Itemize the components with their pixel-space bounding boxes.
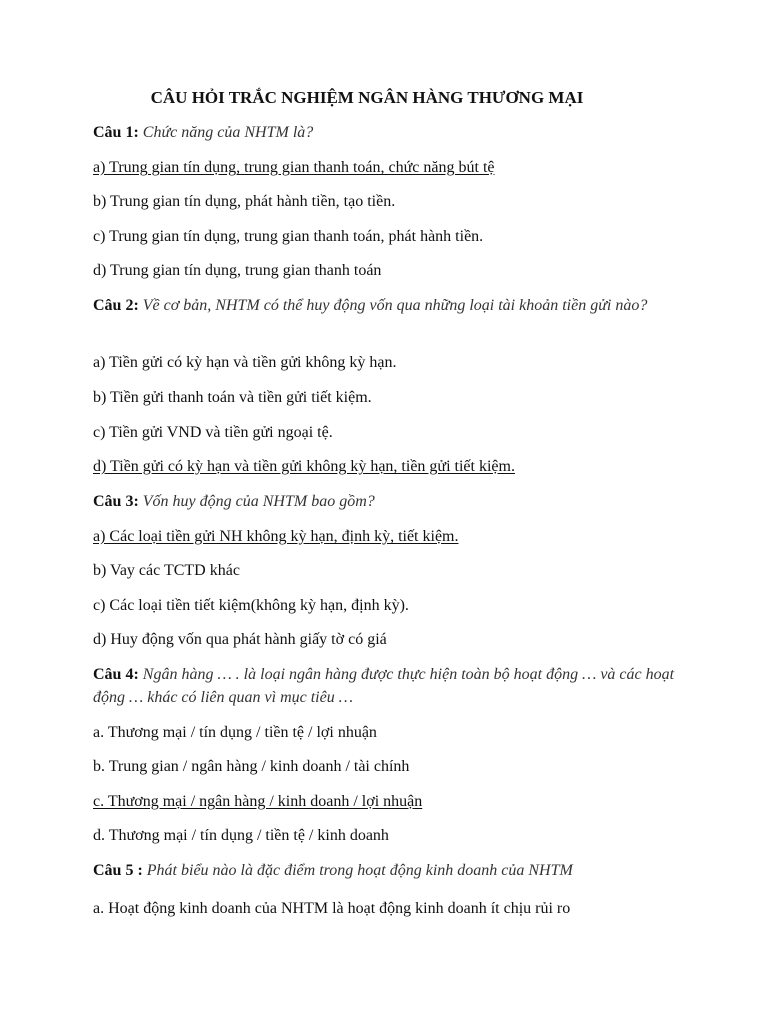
question-5 (93, 859, 683, 882)
answer-option: b) Tiền gửi thanh toán và tiền gửi tiết kiệm. (93, 389, 372, 406)
answer-option: b) Vay các TCTD khác (93, 562, 240, 579)
answer-option: d) Huy động vốn qua phát hành giấy tờ có giá (93, 631, 387, 648)
document-title: CÂU HỎI TRẮC NGHIỆM NGÂN HÀNG THƯƠNG MẠI (150, 88, 584, 107)
answer-option-correct: c. Thương mại / ngân hàng / kinh doanh / lợi nhuận (93, 793, 423, 810)
question-text: Vốn huy động của NHTM bao gồm? (142, 493, 375, 510)
question-label: Câu 2: (93, 297, 139, 314)
answer-option: b. Trung gian / ngân hàng / kinh doanh / tài chính (93, 758, 410, 775)
question-text: Về cơ bản, NHTM có thể huy động vốn qua những loại tài khoản tiền gửi nào? (142, 297, 648, 314)
answer-option: d. Thương mại / tín dụng / tiền tệ / kinh doanh (93, 827, 389, 844)
answer-option-correct: a) Các loại tiền gửi NH không kỳ hạn, định kỳ, tiết kiệm. (93, 528, 459, 545)
question-3 (93, 490, 683, 513)
answer-option: b) Trung gian tín dụng, phát hành tiền, tạo tiền. (93, 193, 396, 210)
question-4 (93, 663, 683, 709)
answer-option: c) Tiền gửi VND và tiền gửi ngoại tệ. (93, 424, 333, 441)
answer-option-correct: a) Trung gian tín dụng, trung gian thanh toán, chức năng bút tệ (93, 159, 495, 176)
question-1 (93, 121, 683, 144)
answer-option: a) Tiền gửi có kỳ hạn và tiền gửi không kỳ hạn. (93, 354, 397, 371)
question-2 (93, 294, 683, 317)
question-label: Câu 3: (93, 493, 139, 510)
question-label: Câu 1: (93, 124, 139, 141)
answer-option: c) Các loại tiền tiết kiệm(không kỳ hạn, định kỳ). (93, 597, 409, 614)
answer-option: a. Hoạt động kinh doanh của NHTM là hoạt động kinh doanh ít chịu rủi ro (93, 900, 571, 917)
question-label: Câu 4: (93, 666, 139, 683)
question-label: Câu 5 : (93, 862, 143, 879)
answer-option: c) Trung gian tín dụng, trung gian thanh toán, phát hành tiền. (93, 228, 484, 245)
question-text: Ngân hàng … . là loại ngân hàng được thực hiện toàn bộ hoạt động … và các hoạt động … khác có liên quan vì mục tiêu … (93, 666, 675, 706)
question-text: Chức năng của NHTM là? (142, 124, 314, 141)
answer-option: d) Trung gian tín dụng, trung gian thanh toán (93, 262, 382, 279)
answer-option: a. Thương mại / tín dụng / tiền tệ / lợi nhuận (93, 724, 377, 741)
question-text: Phát biểu nào là đặc điểm trong hoạt động kinh doanh của NHTM (146, 862, 573, 879)
answer-option-correct: d) Tiền gửi có kỳ hạn và tiền gửi không kỳ hạn, tiền gửi tiết kiệm. (93, 458, 515, 475)
